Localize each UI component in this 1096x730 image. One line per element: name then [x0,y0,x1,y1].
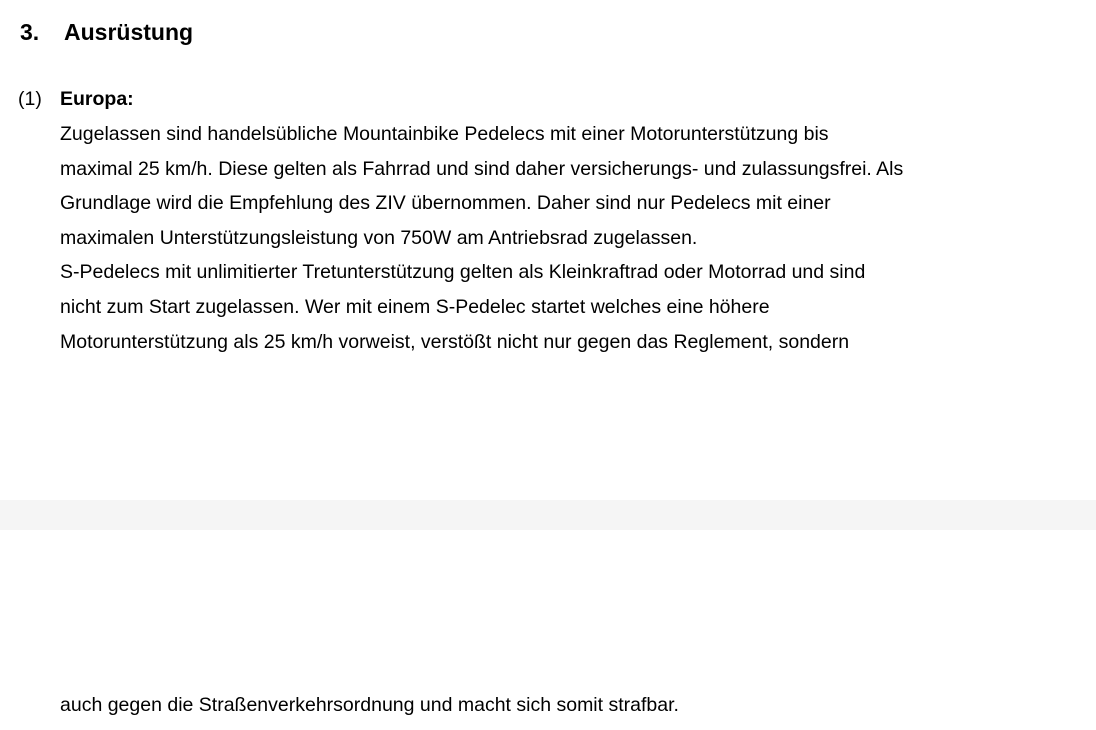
paragraph-europa [60,117,1080,359]
paragraph-line: Motorunterstützung als 25 km/h vorweist, verstößt nicht nur gegen das Reglement, sondern [60,330,850,353]
paragraph-line: S-Pedelecs mit unlimitierter Tretunterstützung gelten als Kleinkraftrad oder Motorrad und sind [60,261,866,284]
section-title: Ausrüstung [64,19,194,45]
paragraph-line: maximal 25 km/h. Diese gelten als Fahrrad und sind daher versicherungs- und zulassungsfrei. Als [60,157,904,180]
paragraph-line: Zugelassen sind handelsübliche Mountainbike Pedelecs mit einer Motorunterstützung bis [60,123,829,145]
paragraph-line: Grundlage wird die Empfehlung des ZIV übernommen. Daher sind nur Pedelecs mit einer [60,192,831,215]
paragraph-line: nicht zum Start zugelassen. Wer mit einem S-Pedelec startet welches eine höhere [60,295,770,318]
section-number: 3. [20,19,40,45]
paragraph-line: maximalen Unterstützungsleistung von 750W am Antriebsrad zugelassen. [60,226,698,249]
subsection-heading [18,85,134,113]
paragraph-continuation [60,688,679,722]
subsection-title: Europa: [60,88,134,110]
page-break [0,500,1096,530]
paragraph-line: auch gegen die Straßenverkehrsordnung und macht sich somit strafbar. [60,694,679,716]
document-page-2 [0,530,1096,730]
subsection-number: (1) [18,88,42,110]
section-heading [20,16,193,48]
